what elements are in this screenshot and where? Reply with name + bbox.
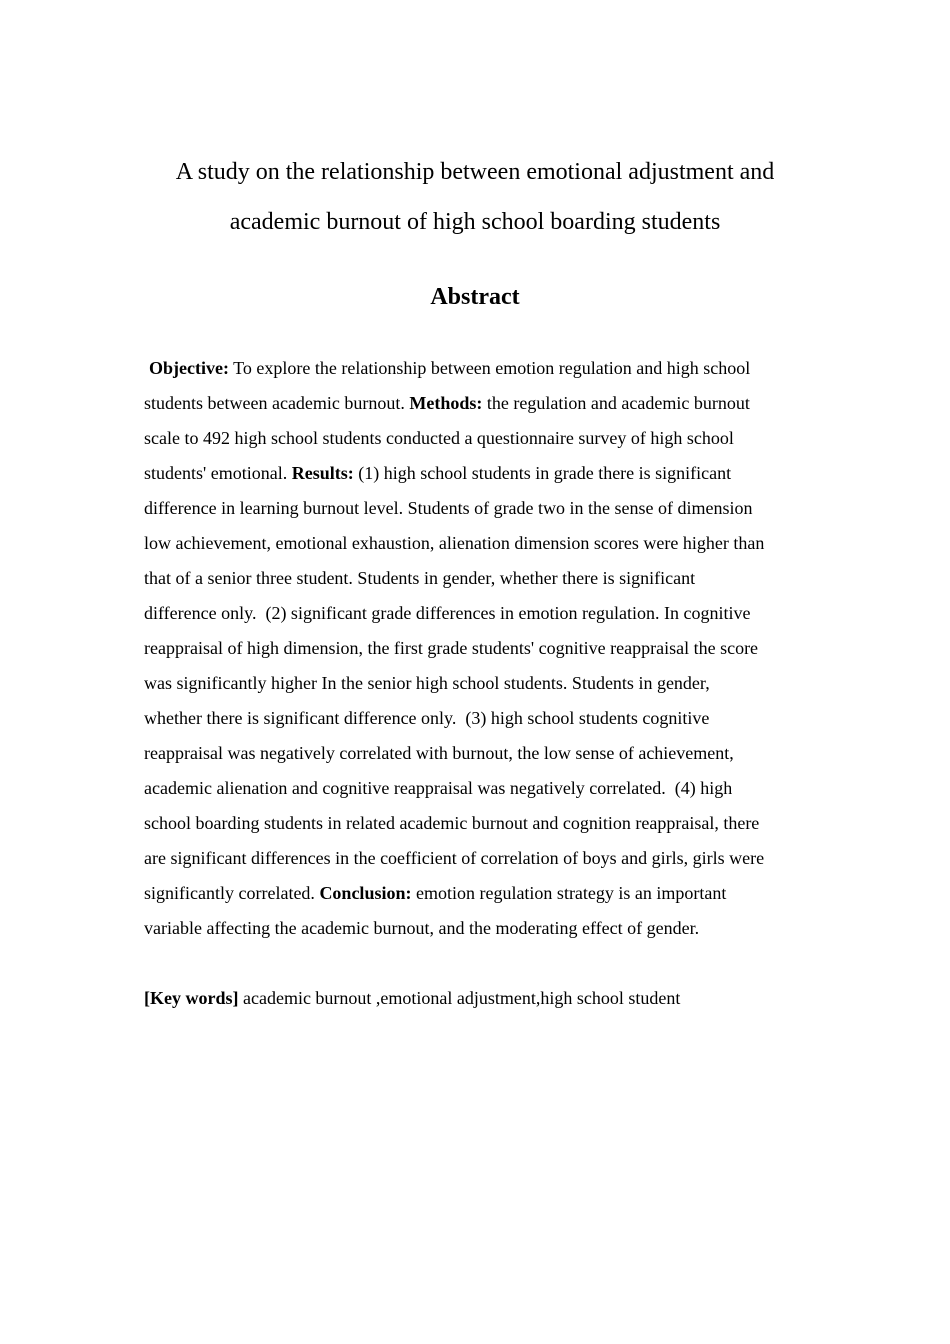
abstract-line: [144, 463, 731, 484]
abstract-line: variable affecting the academic burnout, and the moderating effect of gender.: [144, 918, 700, 938]
abstract-text: emotion regulation strategy is an important: [411, 883, 727, 903]
abstract-text: significantly correlated.: [144, 883, 320, 903]
abstract-text: students' emotional.: [144, 463, 292, 483]
abstract-line: low achievement, emotional exhaustion, alienation dimension scores were higher than: [144, 533, 765, 553]
abstract-line: academic alienation and cognitive reappraisal was negatively correlated. (4) high: [144, 778, 733, 798]
abstract-line: are significant differences in the coefficient of correlation of boys and girls, girls were: [144, 848, 765, 868]
keywords-line: [144, 988, 680, 1009]
abstract-line: [144, 883, 726, 904]
keywords-label: [Key words]: [144, 988, 239, 1008]
abstract-line: was significantly higher In the senior high school students. Students in gender,: [144, 673, 710, 693]
abstract-text: (1) high school students in grade there is significant: [353, 463, 732, 483]
abstract-text: students between academic burnout.: [144, 393, 410, 413]
abstract-line: difference only. (2) significant grade differences in emotion regulation. In cognitive: [144, 603, 751, 623]
abstract-line: school boarding students in related academic burnout and cognition reappraisal, there: [144, 813, 760, 833]
abstract-line: reappraisal was negatively correlated with burnout, the low sense of achievement,: [144, 743, 734, 763]
abstract-line: that of a senior three student. Students in gender, whether there is significant: [144, 568, 696, 588]
objective-label: Objective:: [149, 358, 229, 378]
abstract-text: the regulation and academic burnout: [482, 393, 750, 413]
abstract-line: [149, 358, 750, 379]
abstract-line: scale to 492 high school students conducted a questionnaire survey of high school: [144, 428, 734, 448]
methods-label: Methods:: [409, 393, 483, 413]
results-label: Results:: [291, 463, 354, 483]
abstract-line: reappraisal of high dimension, the first grade students' cognitive reappraisal the score: [144, 638, 759, 658]
abstract-text: To explore the relationship between emotion regulation and high school: [228, 358, 751, 378]
abstract-line: difference in learning burnout level. Students of grade two in the sense of dimension: [144, 498, 753, 518]
conclusion-label: Conclusion:: [319, 883, 412, 903]
paper-title-line-1: A study on the relationship between emotional adjustment and: [175, 159, 775, 185]
abstract-line: whether there is significant difference only. (3) high school students cognitive: [144, 708, 710, 728]
abstract-line: [144, 393, 750, 414]
paper-title-line-2: academic burnout of high school boarding students: [229, 209, 721, 235]
abstract-heading: Abstract: [430, 284, 520, 310]
keywords-text: academic burnout ,emotional adjustment,high school student: [238, 988, 681, 1008]
